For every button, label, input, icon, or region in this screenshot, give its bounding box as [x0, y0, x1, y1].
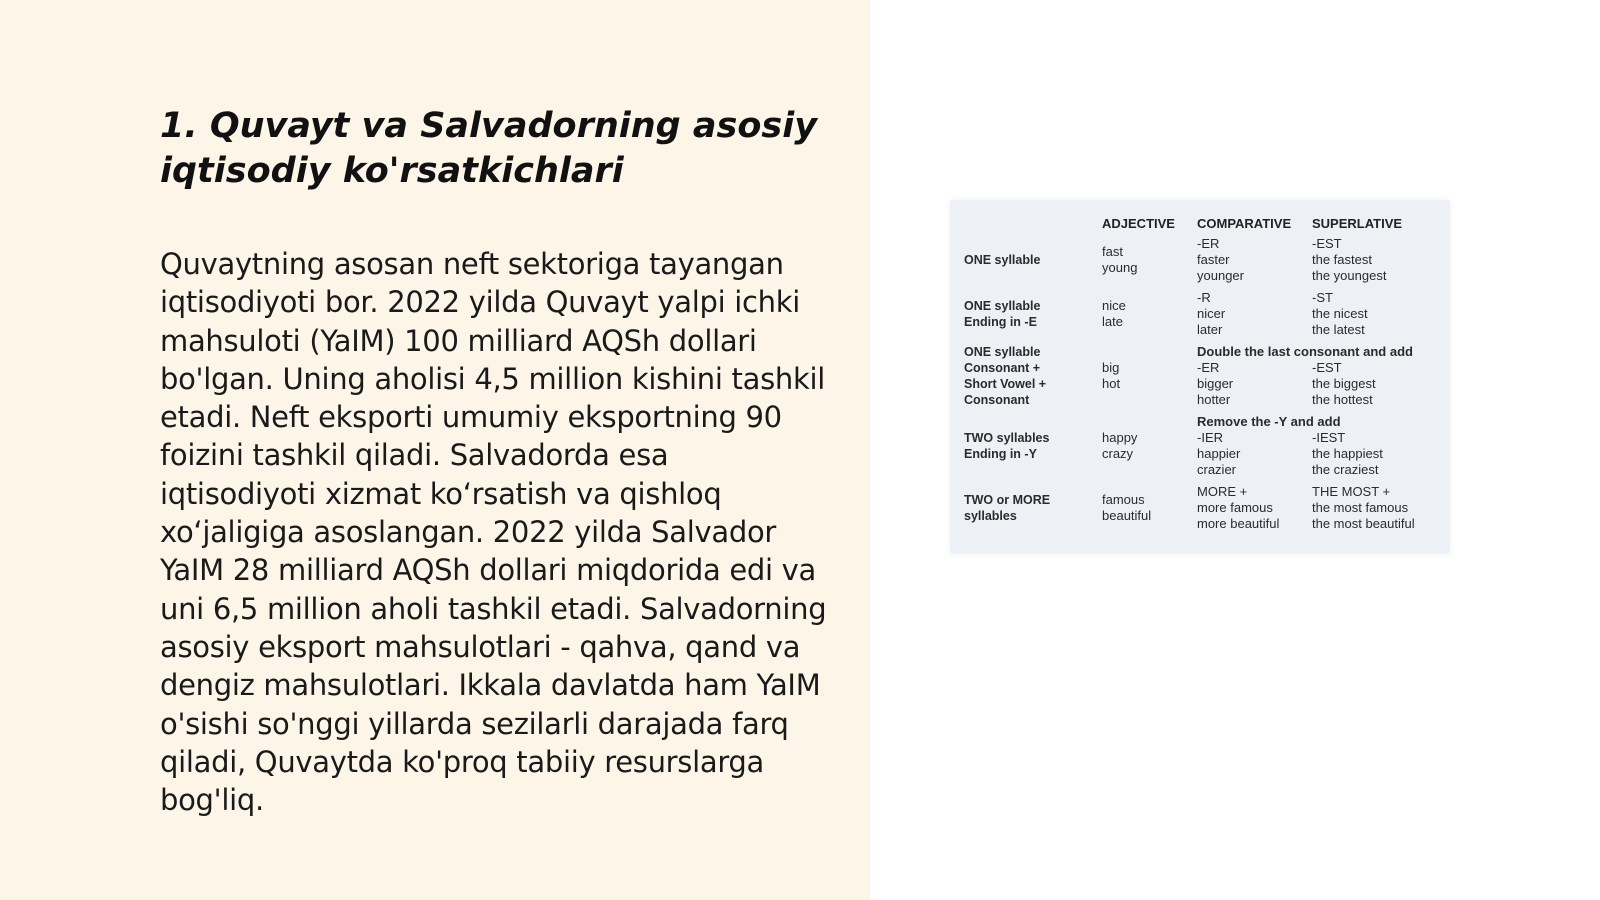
row-superlative: -IEST the happiest the craziest	[1312, 430, 1383, 477]
row-rule: ONE syllable Consonant + Short Vowel + Consonant	[964, 345, 1047, 407]
row-comparative: -ER bigger hotter	[1197, 360, 1234, 407]
row-superlative: -EST the biggest the hottest	[1312, 360, 1376, 407]
row-superlative: -ST the nicest the latest	[1312, 290, 1368, 337]
row-rule-note: Remove the -Y and add	[1197, 414, 1341, 429]
row-adjective: nice late	[1102, 298, 1126, 329]
row-rule: TWO or MORE syllables	[964, 493, 1051, 523]
grammar-table-image	[950, 200, 1450, 554]
slide-body-text: Quvaytning asosan neft sektoriga tayangan iqtisodiyoti bor. 2022 yilda Quvayt yalpi ichki mahsuloti (YaIM) 100 milliard AQSh dollari bo'lgan. Uning aholisi 4,5 million kishini tashkil etadi. Neft eksporti umumiy eksportning 90 foizini tashkil qiladi. Salvadorda esa iqtisodiyoti xizmat ko‘rsatish va qishloq xo‘jaligiga asoslangan. 2022 yilda Salvador YaIM 28 milliard AQSh dollari miqdorida edi va uni 6,5 million aholi tashkil etadi. Salvadorning asosiy eksport mahsulotlari - qahva, qand va dengiz mahsulotlari. Ikkala davlatda ham YaIM o'sishi so'nggi yillarda sezilarli darajada farq qiladi, Quvaytda ko'proq tabiiy resurslarga bog'liq.	[160, 247, 827, 818]
row-superlative: -EST the fastest the youngest	[1312, 236, 1387, 283]
row-comparative: -ER faster younger	[1197, 236, 1244, 283]
row-rule: TWO syllables Ending in -Y	[964, 431, 1050, 461]
table-row	[964, 481, 1437, 535]
row-adjective: happy crazy	[1102, 430, 1138, 461]
row-rule-note: Double the last consonant and add	[1197, 344, 1413, 359]
table-row	[964, 411, 1437, 430]
table-row	[964, 287, 1437, 341]
row-rule: ONE syllable Ending in -E	[964, 299, 1041, 329]
row-superlative: THE MOST + the most famous the most beautiful	[1312, 484, 1415, 531]
row-adjective: famous beautiful	[1102, 492, 1152, 523]
header-rule	[964, 216, 1102, 233]
header-adjective: ADJECTIVE	[1102, 216, 1175, 231]
comparative-superlative-table	[964, 216, 1437, 535]
slide-title: 1. Quvayt va Salvadorning asosiy iqtisodiy ko'rsatkichlari	[160, 106, 818, 191]
row-comparative: MORE + more famous more beautiful	[1197, 484, 1280, 531]
row-rule: ONE syllable	[964, 253, 1041, 267]
header-superlative: SUPERLATIVE	[1312, 216, 1403, 231]
table-row	[964, 341, 1437, 360]
row-adjective: big hot	[1102, 360, 1121, 391]
row-comparative: -R nicer later	[1197, 290, 1226, 337]
header-comparative: COMPARATIVE	[1197, 216, 1292, 231]
row-adjective: fast young	[1102, 244, 1138, 275]
table-header-row	[964, 216, 1437, 233]
table-row	[964, 233, 1437, 287]
row-comparative: -IER happier crazier	[1197, 430, 1241, 477]
